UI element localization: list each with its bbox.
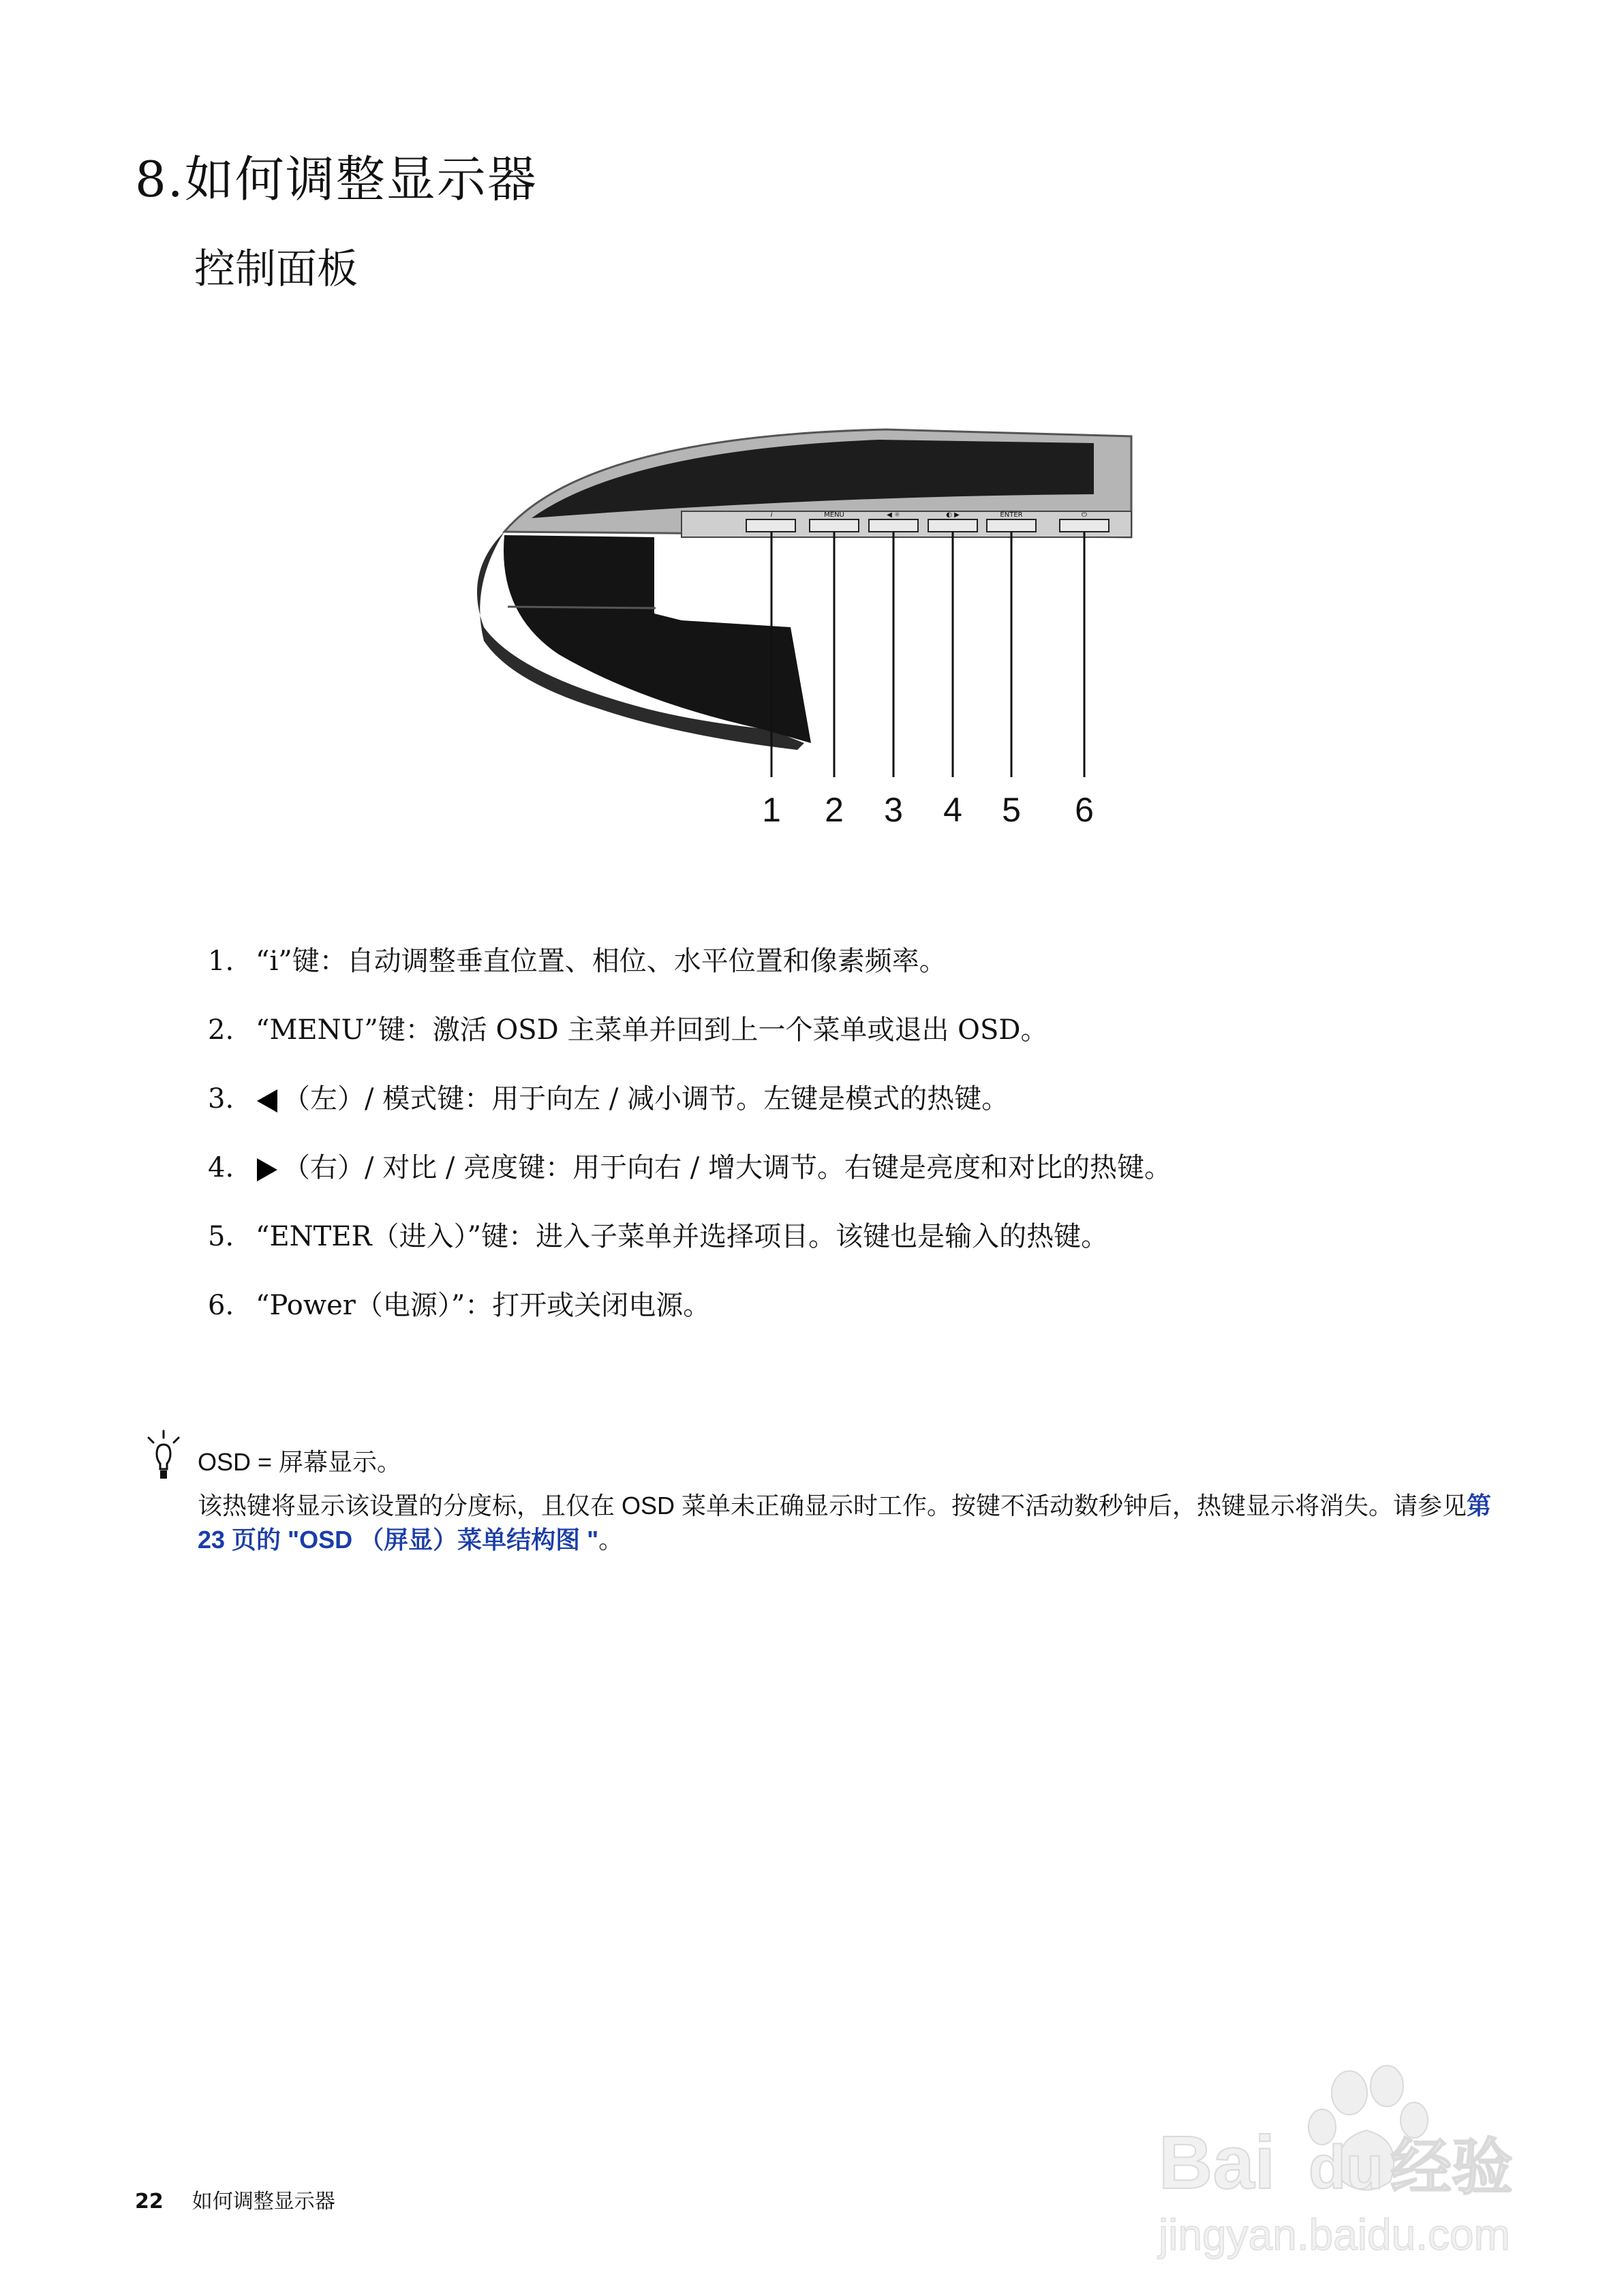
button-description-list	[208, 941, 1172, 1354]
page-number: 22	[135, 2190, 164, 2214]
button-power	[1060, 519, 1109, 532]
label-menu: MENU	[824, 511, 844, 519]
note-body	[198, 1489, 1493, 1557]
button-left	[869, 519, 918, 532]
note-text-end: 。	[598, 1526, 624, 1554]
button-right	[928, 519, 977, 532]
list-item	[208, 941, 1172, 1010]
note-first-line: OSD = 屏幕显示。	[198, 1448, 402, 1476]
list-item-number: 5.	[208, 1221, 234, 1252]
note-block	[198, 1445, 1493, 1557]
list-item	[208, 1078, 1172, 1147]
callout-1: 1	[762, 791, 781, 829]
section-title: 如何调整显示器	[184, 151, 538, 208]
list-item-text: （左）/ 模式键：用于向左 / 减小调节。左键是模式的热键。	[283, 1083, 1009, 1115]
callout-4: 4	[943, 791, 962, 829]
label-power: ⏻	[1082, 511, 1087, 519]
left-triangle-icon	[256, 1088, 279, 1114]
label-i: i	[770, 511, 773, 519]
monitor-control-panel-illustration	[477, 409, 1172, 845]
callout-2: 2	[825, 791, 844, 829]
list-item-number: 2.	[208, 1014, 234, 1046]
callout-3: 3	[884, 791, 903, 829]
list-item-number: 4.	[208, 1152, 234, 1183]
callout-6: 6	[1075, 791, 1094, 829]
svg-text:Bai: Bai	[1159, 2121, 1276, 2205]
list-item	[208, 1216, 1172, 1285]
footer-section: 如何调整显示器	[192, 2190, 335, 2214]
page-title	[135, 149, 538, 210]
baidu-jingyan-watermark	[1152, 2045, 1533, 2270]
list-item-text: “ENTER（进入）”键：进入子菜单并选择项目。该键也是输入的热键。	[256, 1221, 1109, 1252]
subsection-title: 控制面板	[194, 245, 358, 293]
svg-text:jingyan.baidu.com: jingyan.baidu.com	[1159, 2210, 1510, 2259]
list-item-text: （右）/ 对比 / 亮度键：用于向右 / 增大调节。右键是亮度和对比的热键。	[283, 1152, 1172, 1183]
list-item-text: “Power（电源）”：打开或关闭电源。	[256, 1290, 711, 1321]
list-item-number: 6.	[208, 1290, 234, 1321]
list-item	[208, 1285, 1172, 1354]
button-enter	[987, 519, 1036, 532]
list-item	[208, 1147, 1172, 1216]
label-left: ◀ ☼	[887, 511, 900, 519]
list-item-number: 3.	[208, 1083, 234, 1115]
label-right: ◐ ▶	[946, 511, 960, 519]
button-menu	[810, 519, 859, 532]
svg-text:经验: 经验	[1390, 2134, 1513, 2202]
lightbulb-icon	[143, 1428, 184, 1483]
osd-menu-structure-link[interactable]: 第 23 页的 "OSD （屏显）菜单结构图 "	[198, 1492, 1492, 1554]
section-number: 8.	[135, 151, 185, 208]
svg-text:du: du	[1309, 2134, 1383, 2202]
list-item-text: “MENU”键：激活 OSD 主菜单并回到上一个菜单或退出 OSD。	[256, 1014, 1048, 1046]
list-item-number: 1.	[208, 946, 234, 977]
callout-5: 5	[1002, 791, 1021, 829]
note-text: 该热键将显示该设置的分度标，且仅在 OSD 菜单未正确显示时工作。按键不活动数秒钟后，热键显示将消失。请参见	[198, 1492, 1467, 1520]
list-item	[208, 1010, 1172, 1078]
right-triangle-icon	[256, 1157, 279, 1183]
label-enter: ENTER	[1000, 511, 1023, 519]
list-item-text: “i”键：自动调整垂直位置、相位、水平位置和像素频率。	[256, 946, 947, 977]
page-footer	[135, 2188, 335, 2216]
button-i	[746, 519, 795, 532]
